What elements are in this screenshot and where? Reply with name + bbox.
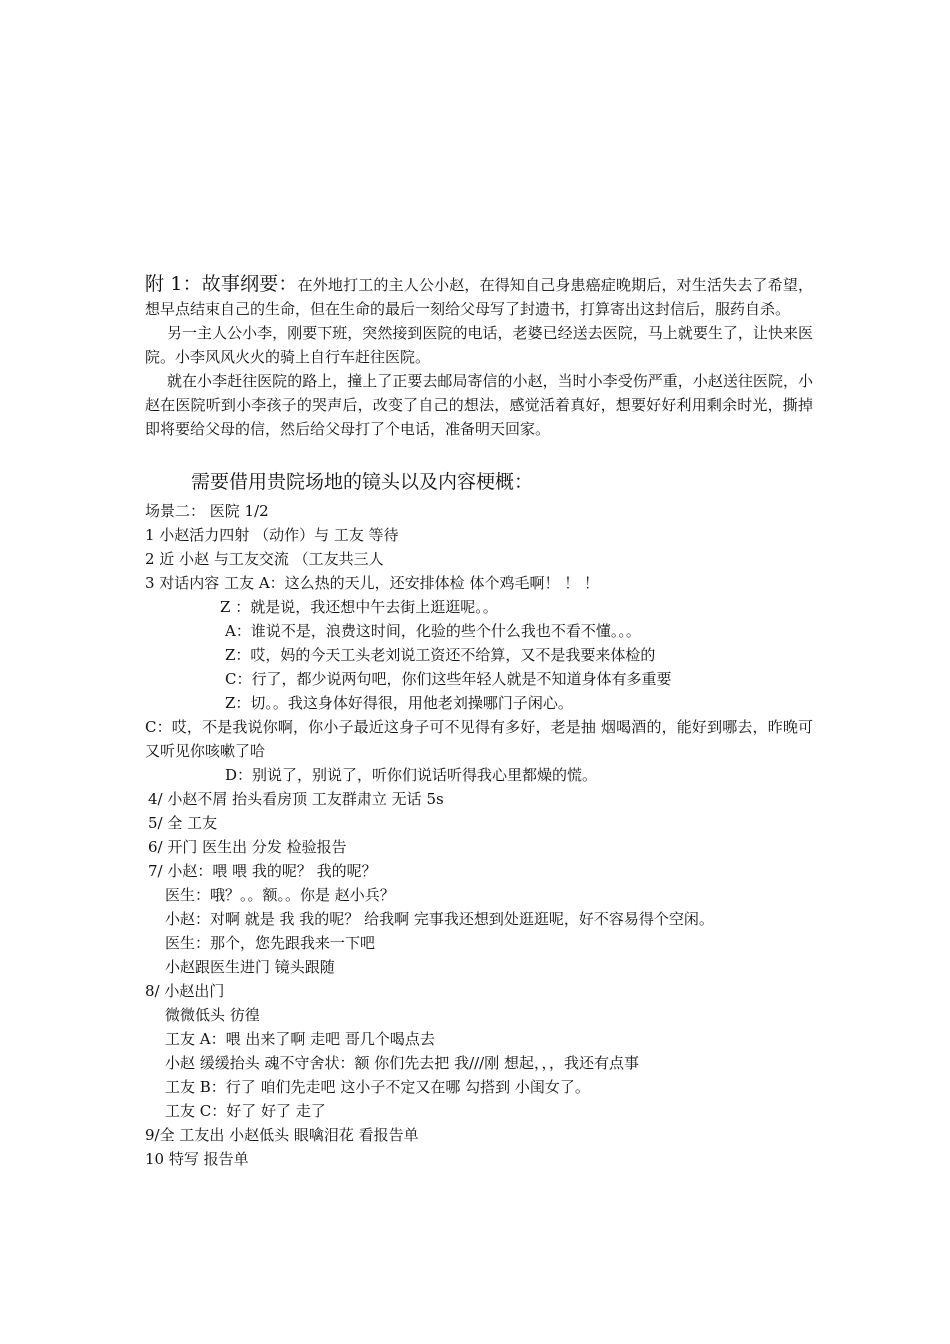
- document-body: [145, 272, 813, 1171]
- shot-line-4: 4/ 小赵不屑 抬头看房顶 工友群肃立 无话 5s: [148, 790, 444, 808]
- shot-line-2: 2 近 小赵 与工友交流 （工友共三人: [145, 550, 384, 568]
- shot-line-5: 5/ 全 工友: [148, 814, 218, 832]
- action-line: 微微低头 彷徨: [165, 1006, 260, 1024]
- section-heading: 需要借用贵院场地的镜头以及内容梗概：: [191, 471, 534, 493]
- shot-line-3: 3 对话内容 工友 A：这么热的天儿，还安排体检 体个鸡毛啊！ ！ ！: [145, 574, 599, 592]
- shot-line-10: 10 特写 报告单: [145, 1150, 249, 1168]
- dialogue-line: A：谁说不是，浪费这时间，化验的些个什么我也不看不懂。。。: [225, 622, 641, 640]
- dialogue-line: 小赵：对啊 就是 我 我的呢？ 给我啊 完事我还想到处逛逛呢，好不容易得个空闲。: [165, 910, 714, 928]
- dialogue-line: 工友 C：好了 好了 走了: [165, 1102, 326, 1120]
- action-line: 小赵跟医生进门 镜头跟随: [165, 958, 335, 976]
- outline-paragraph-3: 就在小李赶往医院的路上，撞上了正要去邮局寄信的小赵，当时小李受伤严重，小赵送往医院，小赵在医院听到小李孩子的哭声后，改变了自己的想法，感觉活着真好，想要好好利用剩余时光，撕掉即将要给父母的信，然后给父母打了个电话，准备明天回家。: [145, 372, 813, 438]
- dialogue-line: 医生：哦？。。额。。你是 赵小兵？: [165, 886, 395, 904]
- outline-label: 附 1：故事纲要：: [145, 273, 298, 295]
- shot-line-6: 6/ 开门 医生出 分发 检验报告: [148, 838, 347, 856]
- dialogue-line: 医生：那个，您先跟我来一下吧: [165, 934, 376, 952]
- outline-text-1: 在外地打工的主人公小赵，在得知自己身患癌症晚期后，对生活失去了希望，想早点结束自己的生命，但在生命的最后一刻给父母写了封遗书，打算寄出这封信后，服药自杀。: [145, 276, 813, 318]
- dialogue-line: 工友 B：行了 咱们先走吧 这小子不定又在哪 勾搭到 小闺女了。: [165, 1078, 590, 1096]
- shot-line-1: 1 小赵活力四射 （动作）与 工友 等待: [145, 526, 399, 544]
- outline-paragraph-1: [145, 272, 813, 321]
- outline-paragraph-2: 另一主人公小李，刚要下班，突然接到医院的电话，老婆已经送去医院，马上就要生了，让快来医院。小李风风火火的骑上自行车赶往医院。: [145, 324, 813, 366]
- dialogue-line: Z：切。。我这身体好得很，用他老刘操哪门子闲心。: [225, 694, 573, 712]
- shot-line-9: 9/全 工友出 小赵低头 眼噙泪花 看报告单: [145, 1126, 419, 1144]
- scene-title: 场景二： 医院 1/2: [145, 502, 269, 520]
- dialogue-line: Z：哎，妈的今天工头老刘说工资还不给算，又不是我要来体检的: [225, 646, 656, 664]
- shot-line-7: 7/ 小赵：喂 喂 我的呢？ 我的呢？: [148, 862, 377, 880]
- dialogue-line: 小赵 缓缓抬头 魂不守舍状：额 你们先去把 我///刚 想起，，，我还有点事: [165, 1054, 640, 1072]
- dialogue-line: 工友 A：喂 出来了啊 走吧 哥几个喝点去: [165, 1030, 435, 1048]
- dialogue-line: Z ：就是说，我还想中午去街上逛逛呢。。: [220, 598, 498, 616]
- dialogue-line: D：别说了，别说了，听你们说话听得我心里都燥的慌。: [225, 766, 598, 784]
- shot-line-8: 8/ 小赵出门: [145, 982, 225, 1000]
- dialogue-line: C：哎，不是我说你啊，你小子最近这身子可不见得有多好，老是抽 烟喝酒的，能好到哪去，昨晚可又听见你咳嗽了哈: [145, 718, 813, 760]
- dialogue-line: C：行了，都少说两句吧，你们这些年轻人就是不知道身体有多重要: [225, 670, 672, 688]
